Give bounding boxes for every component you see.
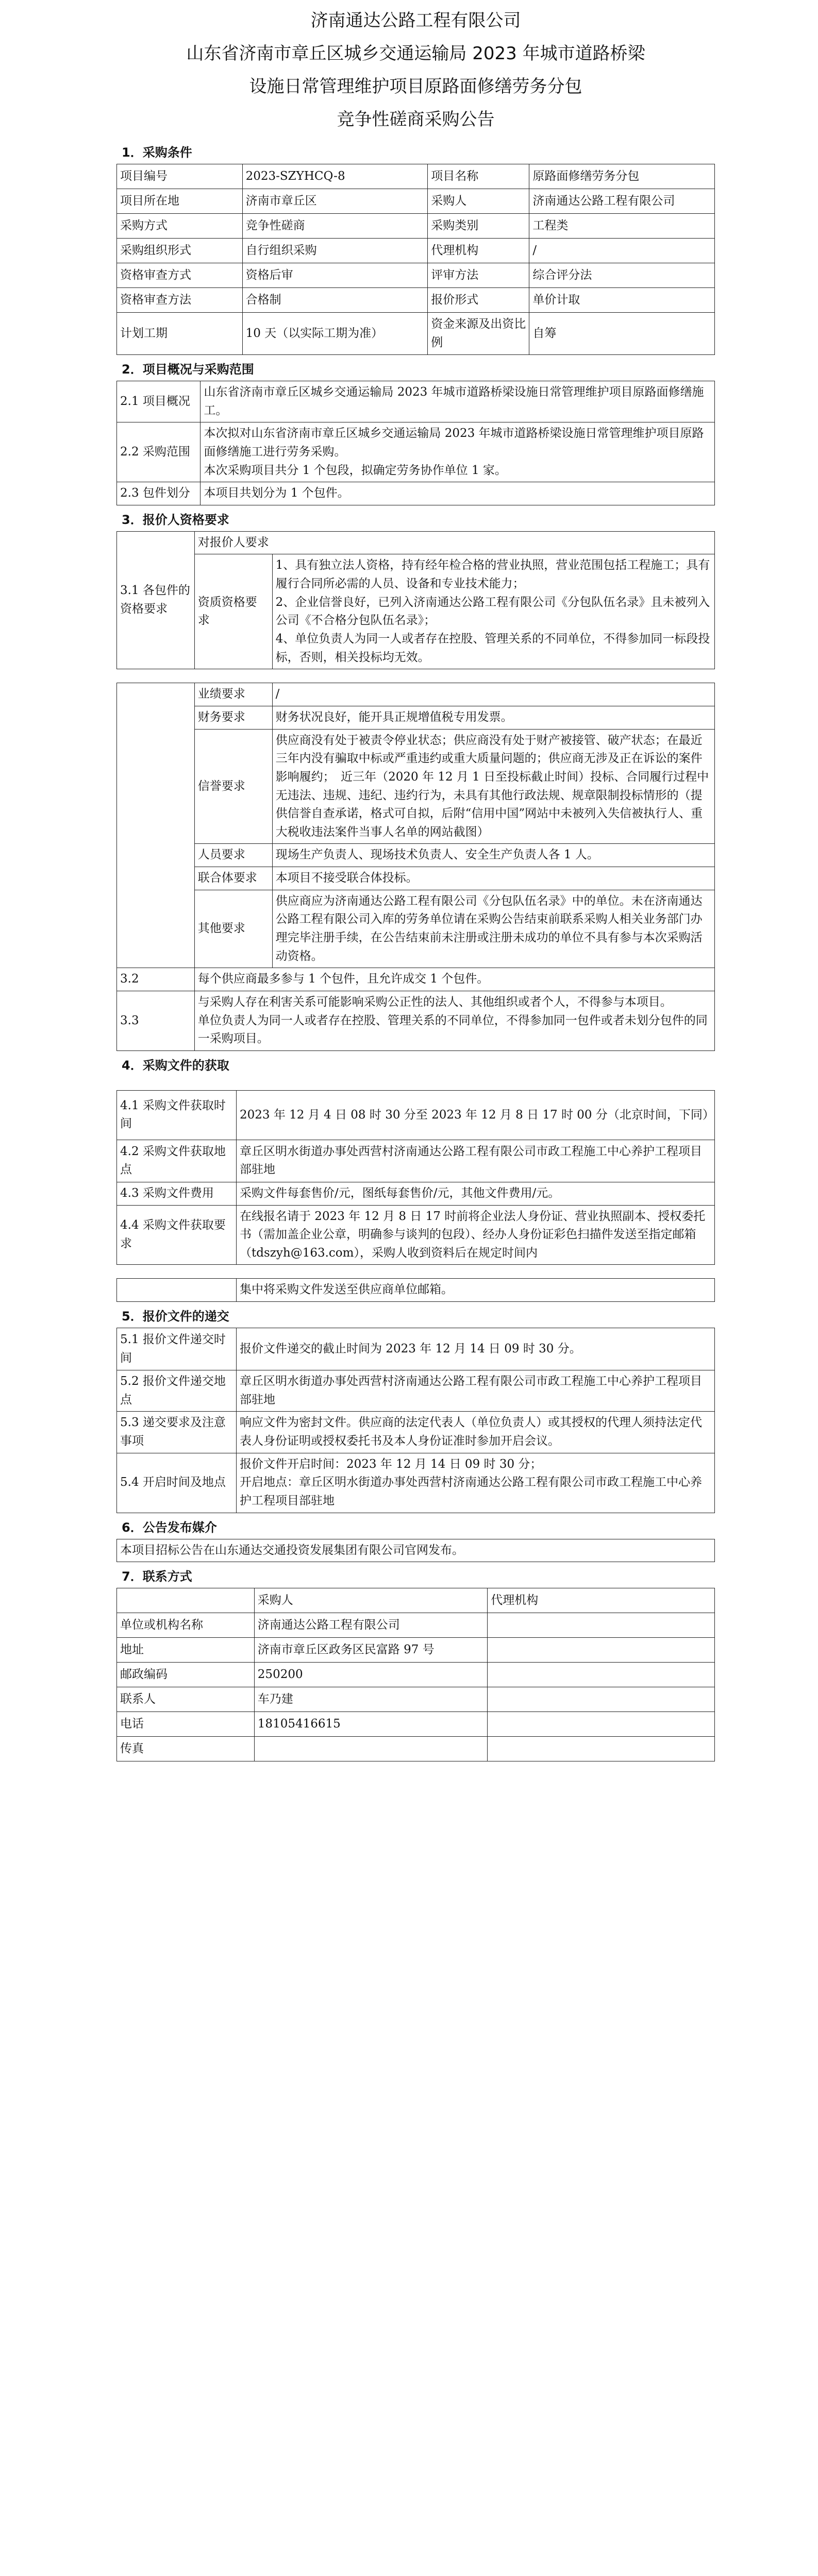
table-cell: 其他要求	[194, 890, 272, 968]
table-row	[117, 554, 715, 669]
project-overview-table	[116, 381, 715, 505]
table-cell	[488, 1687, 715, 1712]
table-cell: 传真	[117, 1737, 255, 1761]
table-cell: 2.1 项目概况	[117, 381, 201, 422]
table-cell: 邮政编码	[117, 1663, 255, 1687]
table-row	[117, 1328, 715, 1370]
table-cell	[488, 1737, 715, 1761]
table-row	[117, 313, 715, 355]
table-cell: 5.1 报价文件递交时间	[117, 1328, 237, 1370]
qualification-table-2	[116, 683, 715, 1051]
table-cell: 报价文件递交的截止时间为 2023 年 12 月 14 日 09 时 30 分。	[237, 1328, 715, 1370]
table-row	[117, 1140, 715, 1182]
table-row	[117, 531, 715, 554]
table-row	[117, 1663, 715, 1687]
table-cell: 采购类别	[428, 214, 529, 239]
table-cell: 集中将采购文件发送至供应商单位邮箱。	[237, 1279, 715, 1302]
table-row	[117, 1370, 715, 1412]
table-cell: 信誉要求	[194, 729, 272, 844]
paragraph: 2、企业信誉良好，已列入济南通达公路工程有限公司《分包队伍名录》且未被列入公司《不合格分包队伍名录》；	[275, 595, 710, 628]
table-cell: 单价计取	[529, 288, 715, 313]
table-cell: 4.3 采购文件费用	[117, 1182, 237, 1205]
table-cell: 济南通达公路工程有限公司	[254, 1613, 487, 1638]
table-cell: 济南通达公路工程有限公司	[529, 189, 715, 214]
table-cell: 联系人	[117, 1687, 255, 1712]
table-cell: 章丘区明水街道办事处西营村济南通达公路工程有限公司市政工程施工中心养护工程项目部驻地	[237, 1140, 715, 1182]
table-cell: 业绩要求	[194, 683, 272, 706]
table-cell: 3.2	[117, 968, 195, 991]
table-cell: 电话	[117, 1712, 255, 1737]
table-cell	[272, 554, 714, 669]
table-row	[117, 890, 715, 968]
table-row	[117, 729, 715, 844]
table-cell: 评审方法	[428, 263, 529, 288]
table-row	[117, 288, 715, 313]
table-cell: 项目名称	[428, 164, 529, 189]
table-cell: 采购文件每套售价/元，图纸每套售价/元，其他文件费用/元。	[237, 1182, 715, 1205]
table-cell: 山东省济南市章丘区城乡交通运输局 2023 年城市道路桥梁设施日常管理维护项目原路面修缮施工。	[201, 381, 715, 422]
table-cell: 代理机构	[428, 239, 529, 263]
table-cell	[117, 1279, 237, 1302]
table-cell: 财务状况良好，能开具正规增值税专用发票。	[272, 706, 714, 729]
table-cell: 采购组织形式	[117, 239, 243, 263]
table-cell: 项目编号	[117, 164, 243, 189]
table-row	[117, 867, 715, 890]
table-cell: 供应商应为济南通达公路工程有限公司《分包队伍名录》中的单位。未在济南通达公路工程有限公司入库的劳务单位请在采购公告结束前联系采购人相关业务部门办理完毕注册手续，在公告结束前未注册或注册未成功的单位不具有参与本次采购活动资格。	[272, 890, 714, 968]
table-cell: 5.2 报价文件递交地点	[117, 1370, 237, 1412]
table-row	[117, 1279, 715, 1302]
publication-media-table	[116, 1539, 715, 1563]
table-row	[117, 1638, 715, 1663]
table-row	[117, 164, 715, 189]
table-row	[117, 1182, 715, 1205]
table-cell	[237, 1453, 715, 1513]
document-acquisition-continued	[116, 1278, 715, 1302]
title-line-2: 山东省济南市章丘区城乡交通运输局 2023 年城市道路桥梁	[186, 43, 645, 64]
bid-submission-table	[116, 1328, 715, 1513]
table-row	[117, 1687, 715, 1712]
table-cell: 18105416615	[254, 1712, 487, 1737]
paragraph: 单位负责人为同一人或者存在控股、管理关系的不同单位，不得参加同一包件或者未划分包件的同一采购项目。	[197, 1013, 708, 1046]
table-cell: 车乃建	[254, 1687, 487, 1712]
table-row	[117, 263, 715, 288]
table-row	[117, 844, 715, 867]
table-row	[117, 1613, 715, 1638]
table-cell: /	[272, 683, 714, 706]
section-5-heading: 5．报价文件的递交	[122, 1309, 229, 1324]
title-line-1: 济南通达公路工程有限公司	[310, 10, 521, 31]
table-cell	[488, 1638, 715, 1663]
table-cell: 4.4 采购文件获取要求	[117, 1205, 237, 1265]
table-row	[117, 968, 715, 991]
table-cell: 自行组织采购	[242, 239, 428, 263]
table-cell	[117, 1588, 255, 1613]
table-cell	[488, 1712, 715, 1737]
table-cell: 本项目不接受联合体投标。	[272, 867, 714, 890]
table-cell: 每个供应商最多参与 1 个包件，且允许成交 1 个包件。	[194, 968, 714, 991]
table-cell: 济南市章丘区	[242, 189, 428, 214]
contact-table	[116, 1588, 715, 1761]
table-cell: 单位或机构名称	[117, 1613, 255, 1638]
table-cell: 本项目招标公告在山东通达交通投资发展集团有限公司官网发布。	[117, 1539, 715, 1562]
table-cell: 代理机构	[488, 1588, 715, 1613]
paragraph: 1、具有独立法人资格，持有经年检合格的营业执照，营业范围包括工程施工；具有履行合同所必需的人员、设备和专业技术能力；	[275, 558, 710, 591]
table-cell: 3.1 各包件的资格要求	[117, 531, 195, 669]
table-row	[117, 422, 715, 482]
table-cell	[194, 991, 714, 1050]
table-cell: 2023 年 12 月 4 日 08 时 30 分至 2023 年 12 月 8 日 17 时 00 分（北京时间，下同）	[237, 1090, 715, 1140]
procurement-conditions-table	[116, 164, 715, 355]
table-row	[117, 482, 715, 505]
title-line-3: 设施日常管理维护项目原路面修缮劳务分包	[249, 76, 582, 97]
table-row	[117, 683, 715, 706]
table-cell: 2.2 采购范围	[117, 422, 201, 482]
table-cell: 250200	[254, 1663, 487, 1687]
table-row	[117, 706, 715, 729]
table-cell: 综合评分法	[529, 263, 715, 288]
table-cell: 资格审查方法	[117, 288, 243, 313]
document-title	[116, 4, 715, 136]
table-cell: 联合体要求	[194, 867, 272, 890]
qualification-table-1	[116, 531, 715, 669]
table-cell: 项目所在地	[117, 189, 243, 214]
section-3-heading: 3．报价人资格要求	[122, 512, 229, 527]
table-cell: 原路面修缮劳务分包	[529, 164, 715, 189]
table-cell: 人员要求	[194, 844, 272, 867]
title-line-4: 竞争性磋商采购公告	[337, 109, 495, 130]
table-cell: 2023-SZYHCQ-8	[242, 164, 428, 189]
table-cell: 自筹	[529, 313, 715, 355]
table-cell: 报价形式	[428, 288, 529, 313]
table-cell: /	[529, 239, 715, 263]
section-2-heading: 2．项目概况与采购范围	[122, 362, 254, 377]
paragraph: 4、单位负责人为同一人或者存在控股、管理关系的不同单位，不得参加同一标段投标，否则，相关投标均无效。	[275, 632, 710, 664]
paragraph: 本次拟对山东省济南市章丘区城乡交通运输局 2023 年城市道路桥梁设施日常管理维护项目原路面修缮施工进行劳务采购。	[204, 427, 704, 459]
table-cell: 济南市章丘区政务区民富路 97 号	[254, 1638, 487, 1663]
table-row	[117, 214, 715, 239]
table-cell: 10 天（以实际工期为准）	[242, 313, 428, 355]
table-row	[117, 1453, 715, 1513]
table-cell	[254, 1737, 487, 1761]
paragraph: 开启地点：章丘区明水街道办事处西营村济南通达公路工程有限公司市政工程施工中心养护工程项目部驻地	[240, 1476, 702, 1507]
table-row	[117, 991, 715, 1050]
table-cell: 4.2 采购文件获取地点	[117, 1140, 237, 1182]
table-cell: 资格后审	[242, 263, 428, 288]
table-cell: 资金来源及出资比例	[428, 313, 529, 355]
table-cell: 5.3 递交要求及注意事项	[117, 1412, 237, 1453]
table-cell	[488, 1613, 715, 1638]
table-cell: 合格制	[242, 288, 428, 313]
paragraph: 与采购人存在利害关系可能影响采购公正性的法人、其他组织或者个人，不得参与本项目。	[197, 995, 672, 1009]
table-row	[117, 1712, 715, 1737]
section-7-heading: 7．联系方式	[122, 1569, 192, 1584]
table-row	[117, 189, 715, 214]
table-row	[117, 1737, 715, 1761]
table-cell: 3.3	[117, 991, 195, 1050]
table-cell: 资格审查方式	[117, 263, 243, 288]
document-acquisition-table	[116, 1090, 715, 1265]
section-1-heading: 1．采购条件	[122, 145, 192, 160]
table-cell	[117, 683, 195, 968]
section-6-heading: 6．公告发布媒介	[122, 1520, 217, 1535]
table-cell: 采购方式	[117, 214, 243, 239]
table-cell: 工程类	[529, 214, 715, 239]
paragraph: 本次采购项目共分 1 个包段，拟确定劳务协作单位 1 家。	[204, 463, 507, 477]
table-row	[117, 1412, 715, 1453]
table-cell: 5.4 开启时间及地点	[117, 1453, 237, 1513]
table-row	[117, 1090, 715, 1140]
table-cell: 采购人	[428, 189, 529, 214]
section-4-heading: 4．采购文件的获取	[122, 1058, 229, 1073]
table-cell: 本项目共划分为 1 个包件。	[201, 482, 715, 505]
table-cell	[201, 422, 715, 482]
table-row	[117, 1205, 715, 1265]
table-cell: 响应文件为密封文件。供应商的法定代表人（单位负责人）或其授权的代理人须持法定代表人身份证明或授权委托书及本人身份证准时参加开启会议。	[237, 1412, 715, 1453]
table-cell: 采购人	[254, 1588, 487, 1613]
table-cell: 2.3 包件划分	[117, 482, 201, 505]
table-cell: 现场生产负责人、现场技术负责人、安全生产负责人各 1 人。	[272, 844, 714, 867]
table-row	[117, 381, 715, 422]
table-cell: 财务要求	[194, 706, 272, 729]
table-cell: 4.1 采购文件获取时间	[117, 1090, 237, 1140]
table-cell: 资质资格要求	[194, 554, 272, 669]
table-cell: 章丘区明水街道办事处西营村济南通达公路工程有限公司市政工程施工中心养护工程项目部驻地	[237, 1370, 715, 1412]
table-cell	[488, 1663, 715, 1687]
table-row	[117, 1588, 715, 1613]
table-cell: 计划工期	[117, 313, 243, 355]
table-cell: 竞争性磋商	[242, 214, 428, 239]
table-cell: 供应商没有处于被责令停业状态；供应商没有处于财产被接管、破产状态；在最近三年内没有骗取中标或严重违约或重大质量问题的；供应商无涉及正在诉讼的案件影响履约； 近三年（2020 年 12 月 1 日至投标截止时间）投标、合同履行过程中无违法、违规、违纪、违约行为，未具有其他行政法规、规章限制投标情形的（提供信誉自查承诺，格式可自拟，后附“信用中国”网站中未被列入失信被执行人、重大税收违法案件当事人名单的网站截图）	[272, 729, 714, 844]
table-cell: 在线报名请于 2023 年 12 月 8 日 17 时前将企业法人身份证、营业执照副本、授权委托书（需加盖企业公章，明确参与谈判的包段）、经办人身份证彩色扫描件发送至指定邮箱（tdszyh@163.com），采购人收到资料后在规定时间内	[237, 1205, 715, 1265]
table-row	[117, 1539, 715, 1562]
paragraph: 报价文件开启时间：2023 年 12 月 14 日 09 时 30 分；	[240, 1457, 542, 1471]
table-cell: 地址	[117, 1638, 255, 1663]
table-cell: 对报价人要求	[194, 531, 714, 554]
table-row	[117, 239, 715, 263]
